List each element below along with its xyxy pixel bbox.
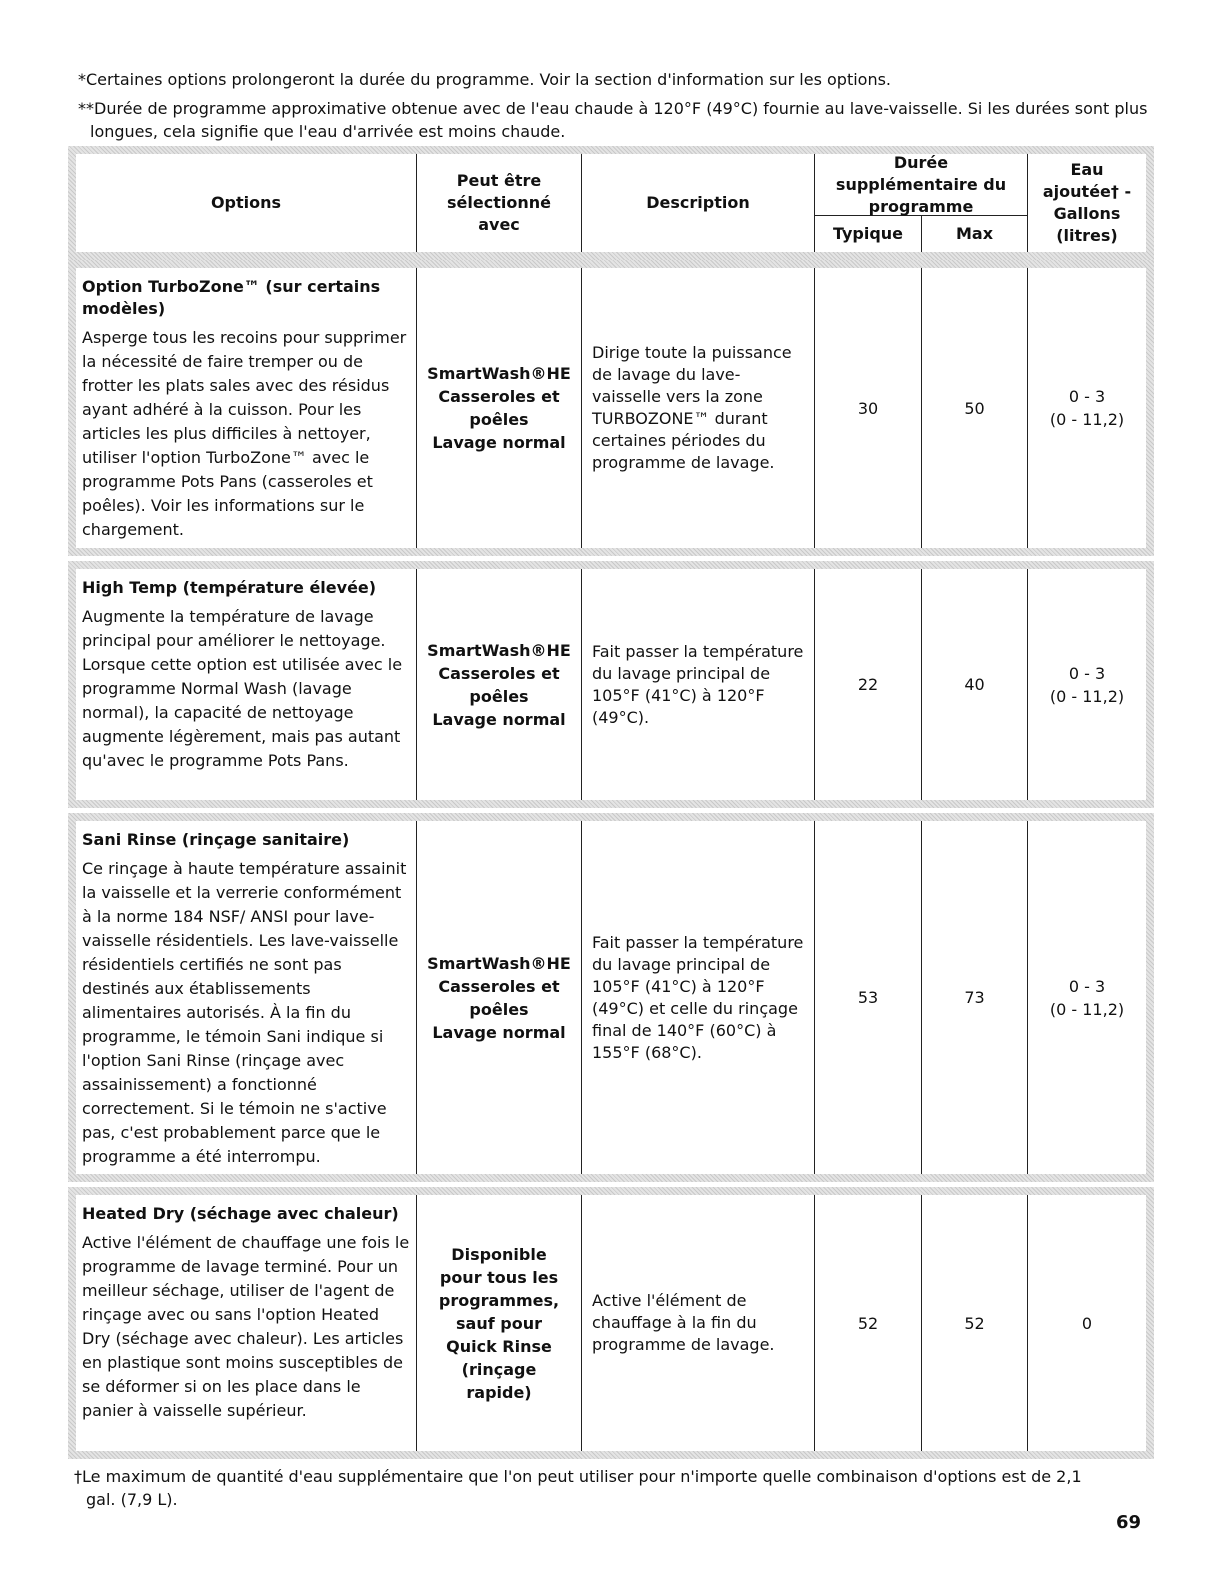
header-max: Max [921,216,1027,252]
typical-value: 53 [814,821,921,1174]
table-row-sani-rinse [68,813,1154,1182]
option-description: Active l'élément de chauffage à la fin du programme de lavage. [581,1195,814,1451]
water-gallons: 0 - 3 [1068,387,1106,406]
note-approx-duration: **Durée de programme approximative obtenue avec de l'eau chaude à 120°F (49°C) fournie au lave-vaisselle. Si les durées sont plus longues, cela signifie que l'eau d'arrivée est moins chaude. [78,99,1148,141]
table-row-turbozone [68,260,1154,556]
water-gallons: 0 [1081,1313,1093,1333]
option-desc: Asperge tous les recoins pour supprimer la nécessité de faire tremper ou de frotter les plats sales avec des résidus ayant adhéré à la cuisson. Pour les articles les plus difficiles à nettoyer, utiliser l'option TurboZone™ avec le programme Pots Pans (casseroles et poêles). Voir les informations sur le chargement. [82,328,407,539]
option-desc: Augmente la température de lavage principal pour améliorer le nettoyage. Lorsque cette option est utilisée avec le programme Normal Wash (lavage normal), la capacité de nettoyage augmente légèrement, mais pas autant qu'avec le programme Pots Pans. [82,607,403,770]
with-item: SmartWash®HE [427,364,571,383]
option-desc: Active l'élément de chauffage une fois le programme de lavage terminé. Pour un meilleur séchage, utiliser de l'agent de rinçage avec ou sans l'option Heated Dry (séchage avec chaleur). Les articles en plastique sont moins susceptibles de se déformer si on les place dans le panier à vaisselle supérieur. [82,1233,410,1420]
typical-value: 52 [814,1195,921,1451]
header-options: Options [210,193,282,212]
with-item: SmartWash®HE [427,953,571,973]
option-title: Option TurboZone™ (sur certains modèles) [82,277,381,318]
max-value: 52 [921,1195,1027,1451]
page-number: 69 [1115,1512,1141,1533]
option-description: Dirige toute la puissance de lavage du lave-vaisselle vers la zone TURBOZONE™ durant certaines périodes du programme de lavage. [581,268,814,548]
with-item: Casseroles et poêles [438,387,560,429]
note-options-duration: *Certaines options prolongeront la durée du programme. Voir la section d'information sur les options. [78,70,892,89]
with-item: Lavage normal [432,433,566,452]
with-item: Lavage normal [432,709,566,729]
with-item: SmartWash®HE [427,640,571,660]
max-value: 73 [921,821,1027,1174]
water-liters: (0 - 11,2) [1049,999,1125,1019]
water-gallons: 0 - 3 [1068,663,1106,683]
table-header [68,146,1154,260]
option-description: Fait passer la température du lavage principal de 105°F (41°C) à 120°F (49°C). [581,569,814,800]
option-description: Fait passer la température du lavage principal de 105°F (41°C) à 120°F (49°C) et celle du rinçage final de 140°F (60°C) à 155°F (68°C). [581,821,814,1174]
header-water: Eau ajoutée† - Gallons (litres) [1027,154,1146,252]
with-item: Casseroles et poêles [438,663,560,706]
footnote-max-water: †Le maximum de quantité d'eau supplémentaire que l'on peut utiliser pour n'importe quelle combinaison d'options est de 2,1 gal. (7,9 L). [74,1467,1082,1509]
with-item: Casseroles et poêles [438,976,560,1019]
option-title: High Temp (température élevée) [82,578,377,597]
with-item: Lavage normal [432,1022,566,1042]
header-description: Description [581,154,814,252]
water-liters: (0 - 11,2) [1049,410,1125,429]
max-value: 40 [921,569,1027,800]
header-extra-time: Durée supplémentaire du programme [814,154,1027,216]
option-title: Sani Rinse (rinçage sanitaire) [82,830,350,849]
typical-value: 22 [814,569,921,800]
option-title: Heated Dry (séchage avec chaleur) [82,1204,399,1223]
header-typical: Typique [814,216,921,252]
option-desc: Ce rinçage à haute température assainit la vaisselle et la verrerie conformément à la norme 184 NSF/ ANSI pour lave-vaisselle résidentiels. Les lave-vaisselle résidentiels certifiés ne sont pas destinés aux établissements alimentaires autorisés. À la fin du programme, le témoin Sani indique si l'option Sani Rinse (rinçage avec assainissement) a fonctionné correctement. Si le témoin ne s'active pas, c'est probablement parce que le programme a été interrompu. [82,859,407,1166]
table-row-high-temp [68,561,1154,808]
typical-value: 30 [814,268,921,548]
water-liters: (0 - 11,2) [1049,686,1125,706]
header-with: Peut être sélectionné avec [416,154,581,252]
with-item: Disponible pour tous les programmes, sauf pour Quick Rinse (rinçage rapide) [438,1244,560,1402]
table-row-heated-dry [68,1187,1154,1459]
water-gallons: 0 - 3 [1068,976,1106,996]
max-value: 50 [921,268,1027,548]
